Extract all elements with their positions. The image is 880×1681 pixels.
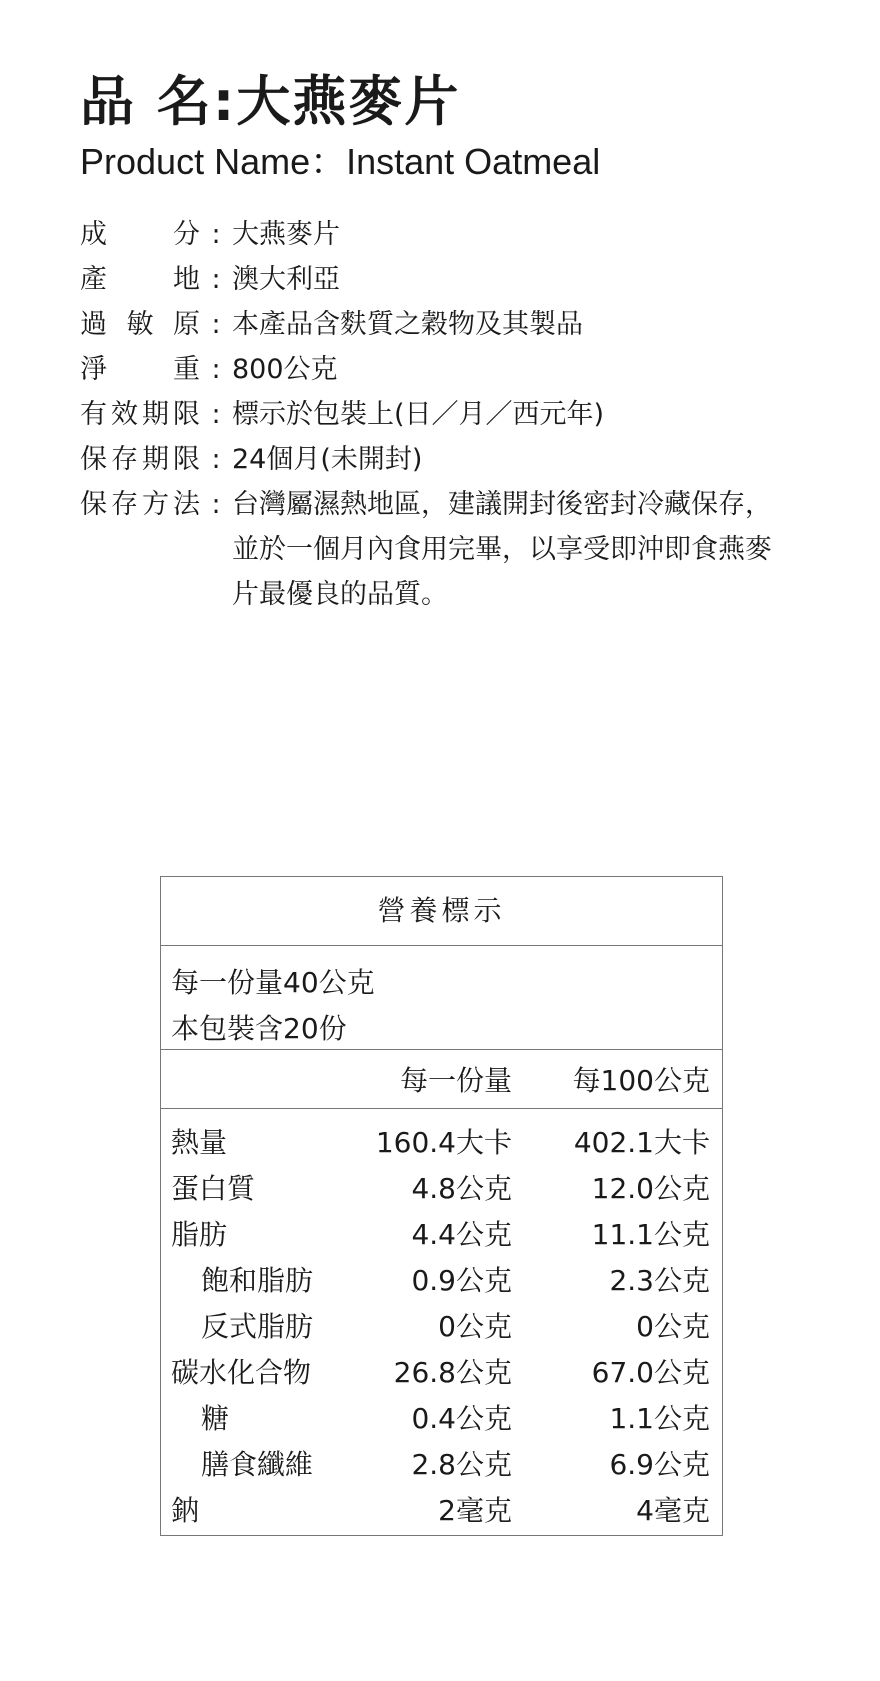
info-label — [80, 212, 200, 257]
servings-per-pack: 本包裝含20份 — [171, 1012, 347, 1045]
header-per-serving: 每一份量 — [399, 1064, 512, 1097]
info-label-char: 地 — [173, 264, 200, 295]
nutrition-body — [161, 1109, 722, 1534]
nutrition-row — [161, 1304, 722, 1350]
value-per-serving: 0.4公克 — [411, 1402, 512, 1435]
nutrition-row — [161, 1442, 722, 1488]
nutrient-name: 飽和脂肪 — [201, 1264, 314, 1297]
info-label-char: 敏 — [126, 309, 154, 340]
info-label — [80, 257, 200, 302]
info-row — [80, 347, 800, 392]
info-label-char: 淨 — [80, 354, 107, 385]
serving-info — [161, 946, 722, 1050]
info-row — [80, 257, 800, 302]
nutrition-title: 營養標示 — [161, 877, 722, 946]
info-label — [80, 347, 200, 392]
value-per-serving: 2.8公克 — [411, 1448, 512, 1481]
value-per-100g: 67.0公克 — [591, 1356, 710, 1389]
nutrition-row — [161, 1488, 722, 1534]
info-colon: : — [211, 264, 221, 295]
info-label — [80, 392, 200, 437]
value-per-serving: 0.9公克 — [411, 1264, 512, 1297]
info-colon: : — [211, 219, 221, 250]
info-row — [80, 302, 800, 347]
nutrition-header-row — [161, 1050, 722, 1109]
info-row — [80, 437, 800, 482]
info-label-char: 方 — [142, 489, 169, 520]
info-label-char: 法 — [173, 489, 200, 520]
info-row — [80, 392, 800, 437]
nutrient-name: 脂肪 — [171, 1218, 228, 1251]
value-per-serving: 4.8公克 — [411, 1172, 512, 1205]
serving-size: 每一份量40公克 — [171, 966, 375, 999]
info-row — [80, 212, 800, 257]
value-per-100g: 1.1公克 — [609, 1402, 710, 1435]
value-per-100g: 0公克 — [636, 1310, 710, 1343]
info-label-char: 成 — [80, 219, 107, 250]
nutrient-name: 碳水化合物 — [171, 1356, 312, 1389]
info-label-char: 期 — [142, 444, 169, 475]
nutrition-row — [161, 1212, 722, 1258]
value-per-serving: 4.4公克 — [411, 1218, 512, 1251]
info-colon: : — [211, 399, 221, 430]
product-name-en: Product Name：Instant Oatmeal — [80, 141, 601, 182]
info-colon: : — [211, 489, 221, 520]
nutrient-name: 糖 — [201, 1402, 230, 1435]
nutrient-name: 膳食纖維 — [201, 1448, 314, 1481]
info-label-char: 過 — [80, 309, 107, 340]
info-label — [80, 482, 200, 617]
nutrition-row — [161, 1258, 722, 1304]
nutrition-row — [161, 1350, 722, 1396]
value-per-serving: 160.4大卡 — [375, 1126, 512, 1159]
value-per-serving: 26.8公克 — [393, 1356, 512, 1389]
info-colon: : — [211, 354, 221, 385]
info-label-char: 存 — [111, 489, 138, 520]
info-label-char: 原 — [173, 309, 200, 340]
value-per-serving: 0公克 — [438, 1310, 512, 1343]
nutrient-name: 反式脂肪 — [201, 1310, 314, 1343]
nutrition-row — [161, 1166, 722, 1212]
value-per-serving: 2毫克 — [438, 1494, 512, 1527]
info-value: 台灣屬濕熱地區，建議開封後密封冷藏保存，並於一個月內食用完畢，以享受即沖即食燕麥片最優良的品質。 — [232, 489, 772, 610]
nutrition-table — [160, 876, 723, 1536]
info-label-char: 期 — [142, 399, 169, 430]
info-label-char: 產 — [80, 264, 107, 295]
header-per-100g: 每100公克 — [572, 1064, 710, 1097]
info-value: 24個月(未開封) — [232, 444, 423, 475]
product-info-list — [80, 212, 800, 617]
info-label-char: 有 — [80, 399, 107, 430]
info-value: 大燕麥片 — [232, 219, 340, 250]
info-label-char: 效 — [111, 399, 138, 430]
info-label-char: 保 — [80, 489, 107, 520]
info-label-char: 限 — [173, 399, 200, 430]
value-per-100g: 6.9公克 — [609, 1448, 710, 1481]
value-per-100g: 11.1公克 — [591, 1218, 710, 1251]
info-label-char: 限 — [173, 444, 200, 475]
info-label-char: 存 — [111, 444, 138, 475]
info-value: 標示於包裝上(日／月／西元年) — [232, 399, 605, 430]
info-label-char: 保 — [80, 444, 107, 475]
info-colon: : — [211, 309, 221, 340]
info-colon: : — [211, 444, 221, 475]
value-per-100g: 2.3公克 — [609, 1264, 710, 1297]
nutrition-row — [161, 1396, 722, 1442]
nutrient-name: 蛋白質 — [171, 1172, 256, 1205]
info-label — [80, 437, 200, 482]
info-value: 800公克 — [232, 354, 338, 385]
info-label — [80, 302, 200, 347]
value-per-100g: 12.0公克 — [591, 1172, 710, 1205]
info-value: 本產品含麩質之穀物及其製品 — [232, 309, 583, 340]
nutrient-name: 鈉 — [171, 1494, 200, 1527]
info-value: 澳大利亞 — [232, 264, 340, 295]
value-per-100g: 402.1大卡 — [573, 1126, 710, 1159]
info-row — [80, 482, 800, 617]
value-per-100g: 4毫克 — [636, 1494, 710, 1527]
info-label-char: 分 — [173, 219, 200, 250]
nutrition-row — [161, 1120, 722, 1166]
info-label-char: 重 — [173, 354, 200, 385]
nutrient-name: 熱量 — [171, 1126, 228, 1159]
product-name-zh: 品 名:大燕麥片 — [80, 70, 461, 133]
